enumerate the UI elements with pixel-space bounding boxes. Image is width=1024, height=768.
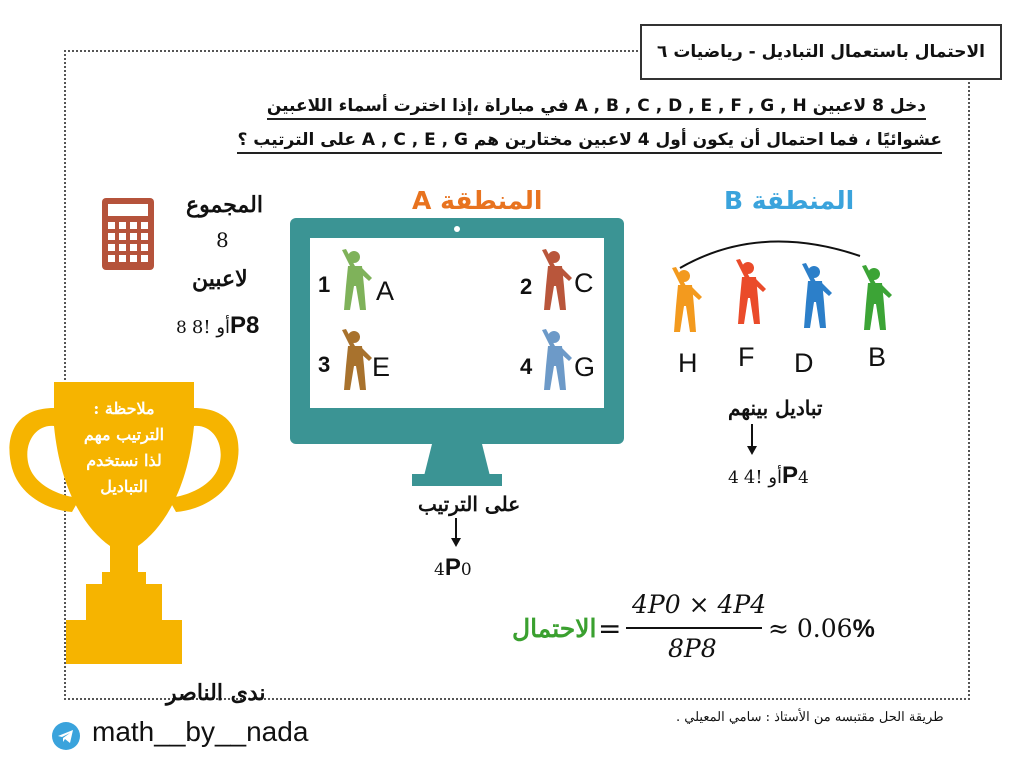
rank-2: 2 [520, 274, 533, 299]
total-permutation [176, 312, 259, 340]
note-line-3: لذا نستخدم [86, 451, 162, 470]
b-perm-p: P [782, 462, 799, 489]
rank-3: 3 [318, 352, 331, 377]
telegram-icon[interactable] [52, 722, 80, 754]
author-name: ندى الناصر [166, 680, 266, 706]
total-pre: 8 [176, 318, 187, 338]
fraction-bar [626, 627, 762, 629]
a-perm-post: 0 [460, 560, 472, 580]
player-letter: G [574, 352, 596, 382]
probability-label: الاحتمال [512, 614, 597, 643]
arrow-line [751, 424, 753, 448]
golfer-icon [856, 264, 896, 336]
arrow-head [747, 446, 757, 455]
numerator: 4P0 × 4P4 [632, 590, 767, 619]
order-label: على الترتيب [418, 492, 521, 516]
denominator: 8P8 [668, 634, 717, 663]
player-letter: E [372, 352, 391, 382]
zone-b-permutation [728, 462, 809, 490]
b-perm-alt: أو !4 [743, 467, 783, 488]
zone-b-letter: F [738, 342, 755, 372]
approx-value [768, 614, 875, 644]
social-handle[interactable]: math__by__nada [92, 716, 309, 747]
percent-sign: % [852, 615, 875, 643]
zone-a-permutation [434, 554, 472, 582]
question-line-2: عشوائيًا ، فما احتمال أن يكون أول 4 لاعبين مختارين هم A , C , E , G على الترتيب ؟ [237, 130, 942, 154]
total-label: المجموع [186, 192, 263, 218]
note [84, 396, 164, 500]
golfer-icon [666, 266, 706, 338]
page-title [640, 24, 1002, 80]
golfer-icon [796, 262, 836, 334]
title-text: الاحتمال باستعمال التباديل - رياضيات ٦ [657, 42, 985, 62]
total-count: 8 [216, 228, 229, 252]
arrow-line [455, 518, 457, 540]
rank-4: 4 [520, 354, 533, 379]
note-line-4: التباديل [100, 477, 148, 496]
credit-text: طريقة الحل مقتبسه من الأستاذ : سامي المعيلي . [676, 710, 944, 725]
player-letter: C [574, 268, 594, 298]
golfer-icon [336, 248, 376, 316]
total-perm: P8 [230, 312, 260, 339]
zone-b-title: المنطقة B [724, 186, 855, 215]
permute-label: تباديل بينهم [728, 396, 823, 420]
golfer-icon [336, 328, 376, 396]
player-letter: A [376, 276, 395, 306]
golfer-icon [536, 248, 576, 316]
zone-b-letter: H [678, 348, 698, 378]
question-line-1: دخل 8 لاعبين A , B , C , D , E , F , G , H في مباراة ،إذا اخترت أسماء اللاعبين [267, 96, 926, 120]
total-alt: أو !8 [191, 317, 231, 338]
b-perm-pre: 4 [728, 468, 739, 488]
arrow-head [451, 538, 461, 547]
approx-number: ≈ 0.06 [768, 614, 853, 643]
golfer-icon [536, 328, 576, 396]
equals-sign: = [598, 612, 622, 645]
zone-a-title: المنطقة A [412, 186, 543, 215]
b-perm-post: 4 [798, 468, 809, 488]
zone-b-letter: B [868, 342, 887, 372]
note-line-2: الترتيب مهم [83, 425, 165, 444]
a-perm-p: P [444, 554, 461, 581]
golfer-icon [730, 258, 770, 330]
players-label: لاعبين [192, 266, 248, 292]
rank-1: 1 [318, 272, 331, 297]
note-line-1: ملاحظة : [93, 399, 155, 418]
zone-b-letter: D [794, 348, 814, 378]
calculator-icon [102, 198, 154, 274]
a-perm-pre: 4 [434, 560, 445, 580]
